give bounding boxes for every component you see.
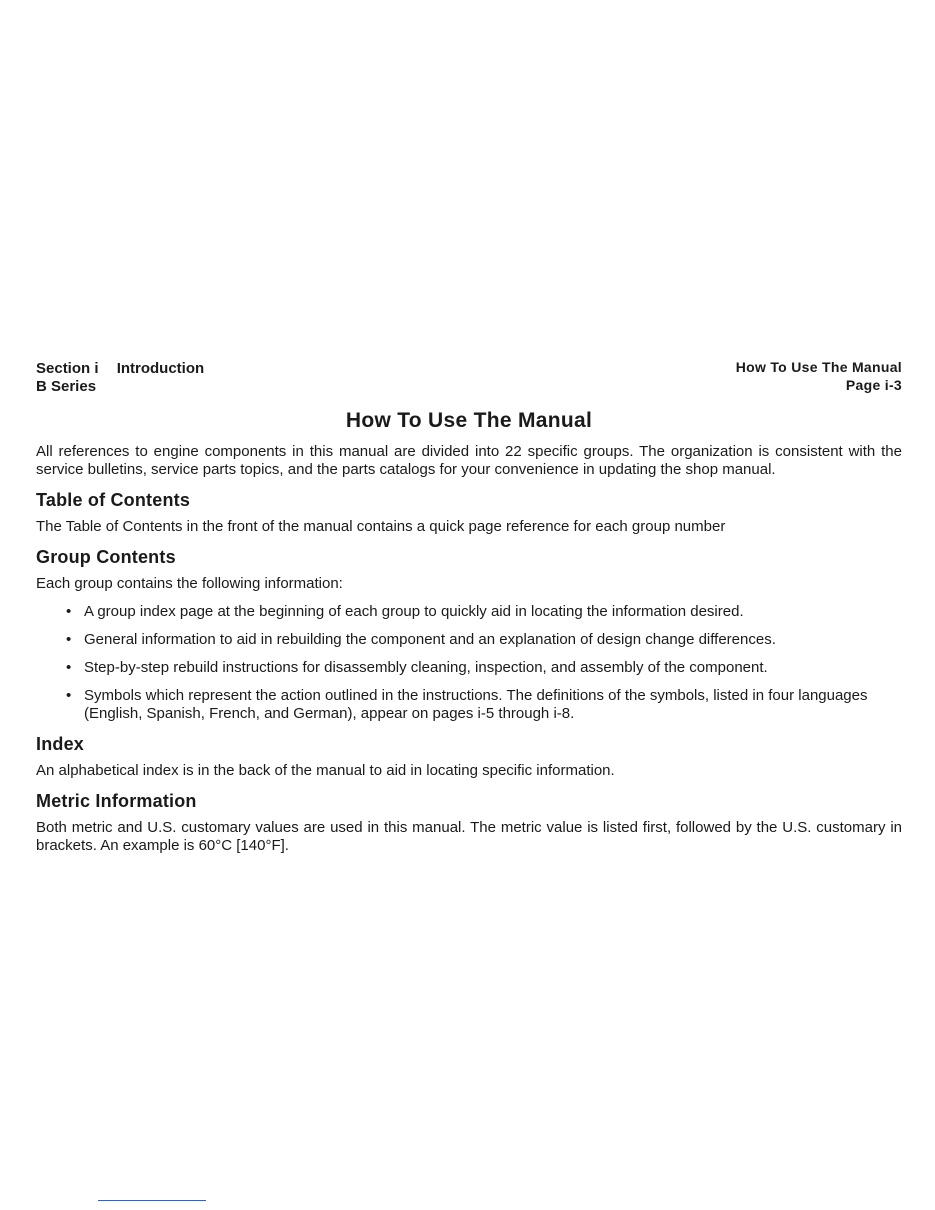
bullet-icon: • bbox=[66, 659, 72, 676]
header-right bbox=[736, 358, 902, 394]
manual-page bbox=[36, 358, 902, 855]
bullet-icon: • bbox=[66, 603, 72, 620]
section-number: Section i bbox=[36, 360, 99, 377]
list-item-text: A group index page at the beginning of each group to quickly aid in locating the information desired. bbox=[84, 603, 744, 620]
group-contents-paragraph: Each group contains the following information: bbox=[36, 575, 343, 592]
group-contents-list bbox=[36, 603, 902, 723]
section-line bbox=[36, 360, 204, 378]
toc-paragraph: The Table of Contents in the front of the manual contains a quick page reference for each group number bbox=[36, 518, 726, 535]
intro-paragraph: All references to engine components in this manual are divided into 22 specific groups. The organization is consistent with the service bulletins, service parts topics, and the parts catalogs for your convenience in updating the shop manual. bbox=[36, 443, 902, 478]
section-name: Introduction bbox=[116, 360, 205, 377]
list-item-text: Step-by-step rebuild instructions for disassembly cleaning, inspection, and assembly of the component. bbox=[84, 659, 768, 676]
list-item bbox=[36, 659, 902, 677]
metric-paragraph: Both metric and U.S. customary values are used in this manual. The metric value is listed first, followed by the U.S. customary in brackets. An example is 60°C [140°F]. bbox=[36, 819, 902, 854]
bullet-icon: • bbox=[66, 631, 72, 648]
list-item bbox=[36, 687, 902, 723]
list-item-text: Symbols which represent the action outlined in the instructions. The definitions of the symbols, listed in four languages (English, Spanish, French, and German), appear on pages i-5 through i-8. bbox=[84, 687, 868, 722]
toc-heading: Table of Contents bbox=[36, 490, 191, 510]
header-left bbox=[36, 360, 204, 396]
page-title: How To Use The Manual bbox=[345, 409, 593, 432]
list-item bbox=[36, 603, 902, 621]
list-item bbox=[36, 631, 902, 649]
page-header bbox=[36, 358, 902, 398]
list-item-text: General information to aid in rebuilding the component and an explanation of design change differences. bbox=[84, 631, 776, 648]
bullet-icon: • bbox=[66, 687, 72, 704]
index-heading: Index bbox=[36, 734, 85, 754]
index-paragraph: An alphabetical index is in the back of the manual to aid in locating specific information. bbox=[36, 762, 615, 779]
metric-heading: Metric Information bbox=[36, 791, 197, 811]
header-title: How To Use The Manual bbox=[735, 359, 902, 375]
group-contents-heading: Group Contents bbox=[36, 547, 176, 567]
series-label: B Series bbox=[36, 378, 97, 395]
footer-divider bbox=[98, 1200, 206, 1201]
page-number: Page i-3 bbox=[845, 377, 902, 393]
